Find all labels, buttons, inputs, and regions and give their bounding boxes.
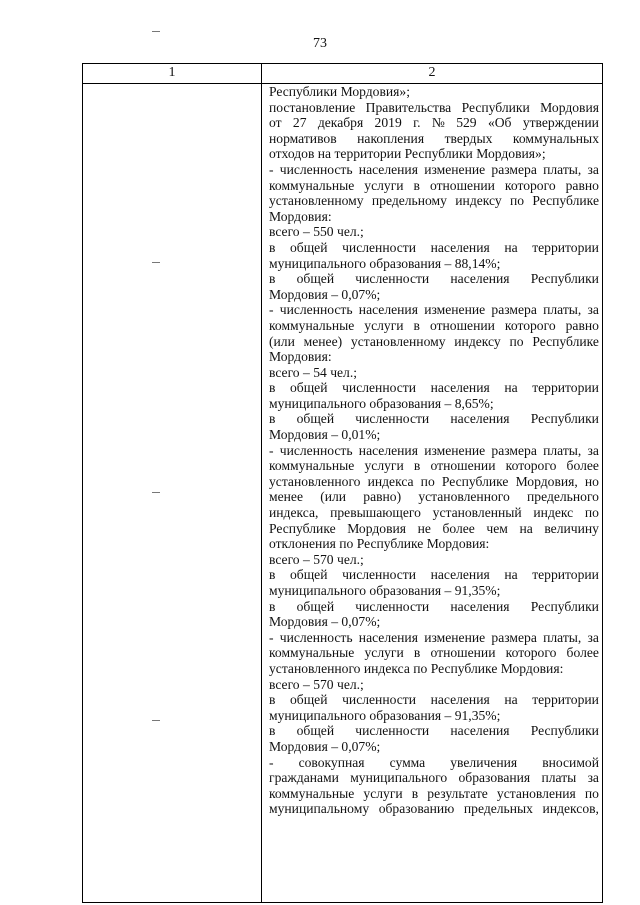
text-word: отклонения по Республике Мордовия:: [269, 536, 490, 552]
table-header-row: [83, 64, 602, 84]
text-word: гражданами: [269, 770, 339, 786]
text-line: [269, 146, 599, 162]
text-word: более: [566, 458, 599, 474]
text-word: 529: [456, 115, 477, 131]
text-word: результате: [427, 785, 488, 801]
text-word: на: [504, 692, 518, 708]
text-word: Республики: [530, 271, 599, 287]
text-word: совокупная: [298, 754, 365, 770]
text-word: установленному: [350, 333, 446, 349]
text-line: [269, 349, 599, 365]
text-word: образованию: [378, 801, 455, 817]
text-word: Мордовия – 0,07%;: [269, 738, 381, 754]
text-line: [269, 505, 599, 521]
text-line: [269, 115, 599, 131]
text-word: за: [587, 161, 599, 177]
text-word: по: [509, 333, 524, 349]
text-word: которого: [504, 177, 556, 193]
text-word: в: [411, 785, 419, 801]
text-word: платы,: [543, 442, 582, 458]
text-word: размера: [491, 302, 537, 318]
text-line: [269, 458, 599, 474]
text-word: всего – 570 чел.;: [269, 676, 364, 692]
text-word: более: [566, 645, 599, 661]
text-word: общей: [296, 598, 335, 614]
text-word: предельного: [527, 489, 599, 505]
text-word: в: [269, 411, 276, 427]
text-line: [269, 193, 599, 209]
text-line: [269, 521, 599, 537]
text-word: которого: [505, 458, 557, 474]
text-word: Республики: [530, 598, 599, 614]
text-word: вносимой: [542, 754, 599, 770]
text-word: индексу: [454, 333, 501, 349]
text-word: численность: [279, 442, 353, 458]
text-line: [269, 536, 599, 552]
text-word: -: [269, 754, 274, 770]
text-line: [269, 708, 599, 724]
text-word: предельному: [371, 193, 447, 209]
text-word: муниципального: [350, 770, 448, 786]
text-word: населения: [430, 567, 490, 583]
text-line: [269, 677, 599, 693]
text-word: установленному: [269, 193, 364, 209]
text-word: численности: [342, 380, 416, 396]
text-line: [269, 396, 599, 412]
text-word: которого: [504, 317, 556, 333]
text-word: населения: [358, 161, 418, 177]
text-word: общей: [290, 239, 328, 255]
text-word: муниципальному: [269, 801, 370, 817]
text-word: индекса,: [269, 505, 319, 521]
text-word: услуги: [364, 458, 404, 474]
text-word: всего – 570 чел.;: [269, 551, 364, 567]
text-line: [269, 240, 599, 256]
text-line: [269, 739, 599, 755]
text-word: платы: [541, 770, 577, 786]
text-word: территории: [532, 380, 599, 396]
text-word: коммунальные: [269, 458, 355, 474]
text-word: 2019: [374, 115, 402, 131]
text-word: на: [519, 520, 533, 536]
text-word: отношении: [429, 317, 495, 333]
text-line: [269, 131, 599, 147]
text-word: изменение: [424, 629, 486, 645]
text-word: общей: [296, 271, 335, 287]
text-word: Республики: [530, 411, 599, 427]
text-word: в: [269, 723, 276, 739]
text-line: [269, 474, 599, 490]
text-word: индексу: [455, 193, 502, 209]
text-word: по: [420, 473, 435, 489]
text-word: величину: [544, 520, 599, 536]
text-word: на: [504, 239, 518, 255]
text-line: [269, 209, 599, 225]
text-word: платы,: [543, 629, 582, 645]
text-line: [269, 614, 599, 630]
column-2-header: 2: [428, 65, 436, 80]
text-word: на: [504, 567, 518, 583]
text-word: в: [269, 567, 276, 583]
text-line: [269, 770, 599, 786]
text-line: [269, 271, 599, 287]
text-word: от: [269, 115, 282, 131]
text-line: [269, 599, 599, 615]
text-word: всего – 54 чел.;: [269, 364, 358, 380]
text-word: населения: [430, 239, 490, 255]
text-line: [269, 100, 599, 116]
text-word: за: [587, 770, 599, 786]
text-word: (или: [320, 489, 347, 505]
text-word: г.: [413, 115, 421, 131]
text-word: отношении: [429, 177, 495, 193]
text-word: коммунальные: [269, 785, 355, 801]
text-line: [269, 661, 599, 677]
text-word: общей: [290, 692, 328, 708]
text-word: равно: [565, 317, 599, 333]
text-word: «Об: [487, 115, 512, 131]
text-word: (или: [269, 333, 295, 349]
text-word: всего – 550 чел.;: [269, 224, 364, 240]
text-line: [269, 692, 599, 708]
text-word: индексов,: [542, 801, 599, 817]
text-word: установленного индекса по Республике Мордовия:: [269, 660, 564, 676]
text-word: твердых: [444, 130, 493, 146]
text-word: в: [269, 271, 276, 287]
text-word: услуги: [364, 177, 404, 193]
text-line: [269, 567, 599, 583]
text-word: в: [269, 692, 276, 708]
text-word: изменение: [424, 161, 486, 177]
text-word: превышающего: [330, 505, 421, 521]
text-word: изменение: [424, 442, 486, 458]
text-word: населения: [450, 411, 510, 427]
text-word: менее: [269, 489, 303, 505]
column-1-header: 1: [168, 65, 176, 80]
text-word: в: [413, 317, 420, 333]
text-word: установленного: [269, 473, 361, 489]
text-word: накопления: [357, 130, 425, 146]
text-word: Республике: [532, 193, 599, 209]
text-word: населения: [358, 302, 418, 318]
text-word: Мордовия,: [515, 473, 578, 489]
text-word: территории: [532, 567, 599, 583]
text-line: [269, 84, 599, 100]
text-word: которого: [505, 645, 557, 661]
text-word: населения: [450, 598, 510, 614]
text-word: декабря: [317, 115, 364, 131]
text-word: населения: [358, 442, 418, 458]
text-line: [269, 224, 599, 240]
text-word: сумма: [389, 754, 426, 770]
text-word: по: [584, 785, 599, 801]
text-word: по: [584, 505, 599, 521]
text-word: Республики: [530, 723, 599, 739]
text-line: [269, 583, 599, 599]
text-word: территории: [532, 692, 599, 708]
text-line: [269, 365, 599, 381]
text-word: образования: [458, 770, 531, 786]
text-line: [269, 302, 599, 318]
text-word: на: [504, 380, 518, 396]
text-word: отношении: [430, 458, 496, 474]
text-word: населения: [450, 723, 510, 739]
text-word: №: [431, 115, 445, 131]
text-word: общей: [290, 380, 328, 396]
text-word: индекса: [367, 473, 414, 489]
text-word: равно): [363, 489, 402, 505]
text-word: Правительства: [365, 99, 452, 115]
text-word: численность: [279, 302, 353, 318]
text-word: Республике: [269, 520, 336, 536]
text-word: численности: [355, 271, 430, 287]
text-word: в: [413, 177, 420, 193]
text-word: территории: [532, 239, 599, 255]
text-line: [269, 443, 599, 459]
text-word: утверждении: [522, 115, 599, 131]
text-word: не: [417, 520, 431, 536]
text-word: услуги: [364, 317, 404, 333]
text-word: населения: [430, 380, 490, 396]
text-word: муниципального образования – 91,35%;: [269, 707, 501, 723]
scan-mark: [152, 492, 160, 493]
text-word: населения: [358, 629, 418, 645]
text-word: размера: [491, 442, 537, 458]
text-word: муниципального образования – 88,14%;: [269, 255, 501, 271]
text-word: равно: [565, 177, 599, 193]
text-word: Мордовия – 0,07%;: [269, 614, 381, 630]
text-word: Мордовия – 0,07%;: [269, 286, 381, 302]
text-word: общей: [290, 567, 328, 583]
text-word: -: [269, 302, 274, 318]
text-word: услуги: [364, 645, 404, 661]
text-word: численности: [355, 598, 430, 614]
text-line: [269, 380, 599, 396]
text-word: муниципального образования – 8,65%;: [269, 395, 494, 411]
text-word: увеличения: [450, 754, 518, 770]
text-word: в: [269, 239, 276, 255]
text-word: в: [269, 598, 276, 614]
text-line: [269, 178, 599, 194]
text-word: численности: [342, 692, 416, 708]
text-word: численность: [279, 629, 353, 645]
scan-mark: [152, 720, 160, 721]
text-word: платы,: [543, 161, 582, 177]
text-word: в: [413, 645, 421, 661]
text-word: общей: [296, 411, 335, 427]
text-word: Республике: [532, 333, 599, 349]
column-2-text: [269, 84, 599, 817]
text-line: [269, 162, 599, 178]
text-word: Мордовия: [540, 99, 599, 115]
text-word: в: [413, 458, 421, 474]
text-word: установленный: [432, 505, 522, 521]
text-word: индекс: [533, 505, 574, 521]
text-word: Мордовия – 0,01%;: [269, 427, 381, 443]
text-word: более: [442, 520, 475, 536]
text-line: [269, 552, 599, 568]
text-word: установленного: [418, 489, 510, 505]
text-word: отходов на территории Республики Мордовия»;: [269, 146, 546, 162]
text-word: коммунальных: [512, 130, 599, 146]
text-word: менее): [303, 333, 343, 349]
text-line: [269, 318, 599, 334]
text-word: Республики Мордовия»;: [269, 84, 410, 99]
text-word: чем: [486, 520, 508, 536]
text-line: [269, 334, 599, 350]
text-line: [269, 645, 599, 661]
text-word: за: [587, 629, 599, 645]
text-line: [269, 489, 599, 505]
text-word: населения: [430, 692, 490, 708]
text-word: коммунальные: [269, 177, 355, 193]
text-word: -: [269, 161, 274, 177]
text-word: численности: [342, 239, 416, 255]
text-word: установления: [496, 785, 576, 801]
text-line: [269, 256, 599, 272]
text-word: предельных: [463, 801, 533, 817]
page-number: 73: [313, 36, 327, 51]
text-word: нормативов: [269, 130, 337, 146]
text-word: но: [584, 473, 599, 489]
text-word: Республике: [441, 473, 509, 489]
text-word: общей: [296, 723, 335, 739]
text-word: услуги: [363, 785, 403, 801]
text-word: муниципального образования – 91,35%;: [269, 583, 501, 598]
scan-mark: [152, 262, 160, 263]
text-line: [269, 630, 599, 646]
text-word: населения: [450, 271, 510, 287]
text-word: численность: [279, 161, 353, 177]
text-word: численности: [342, 567, 416, 583]
text-word: Республики: [461, 99, 530, 115]
text-word: по: [509, 193, 525, 209]
text-line: [269, 801, 599, 817]
text-word: коммунальные: [269, 645, 355, 661]
text-word: численности: [355, 411, 430, 427]
text-word: постановление: [269, 99, 356, 115]
text-word: размера: [491, 161, 537, 177]
text-word: в: [269, 380, 276, 396]
text-line: [269, 287, 599, 303]
text-line: [269, 786, 599, 802]
text-word: Мордовия:: [269, 349, 332, 365]
column-separator: [261, 64, 262, 902]
text-word: численности: [355, 723, 430, 739]
text-word: Мордовия: [347, 520, 407, 536]
text-word: Мордовия:: [269, 208, 332, 224]
text-word: коммунальные: [269, 317, 355, 333]
text-word: за: [587, 442, 599, 458]
text-word: отношении: [430, 645, 496, 661]
text-word: 27: [292, 115, 307, 131]
text-word: за: [587, 302, 599, 318]
text-line: [269, 723, 599, 739]
text-line: [269, 411, 599, 427]
text-word: -: [269, 442, 274, 458]
text-line: [269, 427, 599, 443]
text-line: [269, 755, 599, 771]
text-word: изменение: [424, 302, 486, 318]
text-word: платы,: [543, 302, 582, 318]
document-table: [82, 63, 603, 903]
text-word: размера: [491, 629, 537, 645]
text-word: -: [269, 629, 274, 645]
scan-mark: [152, 31, 160, 32]
